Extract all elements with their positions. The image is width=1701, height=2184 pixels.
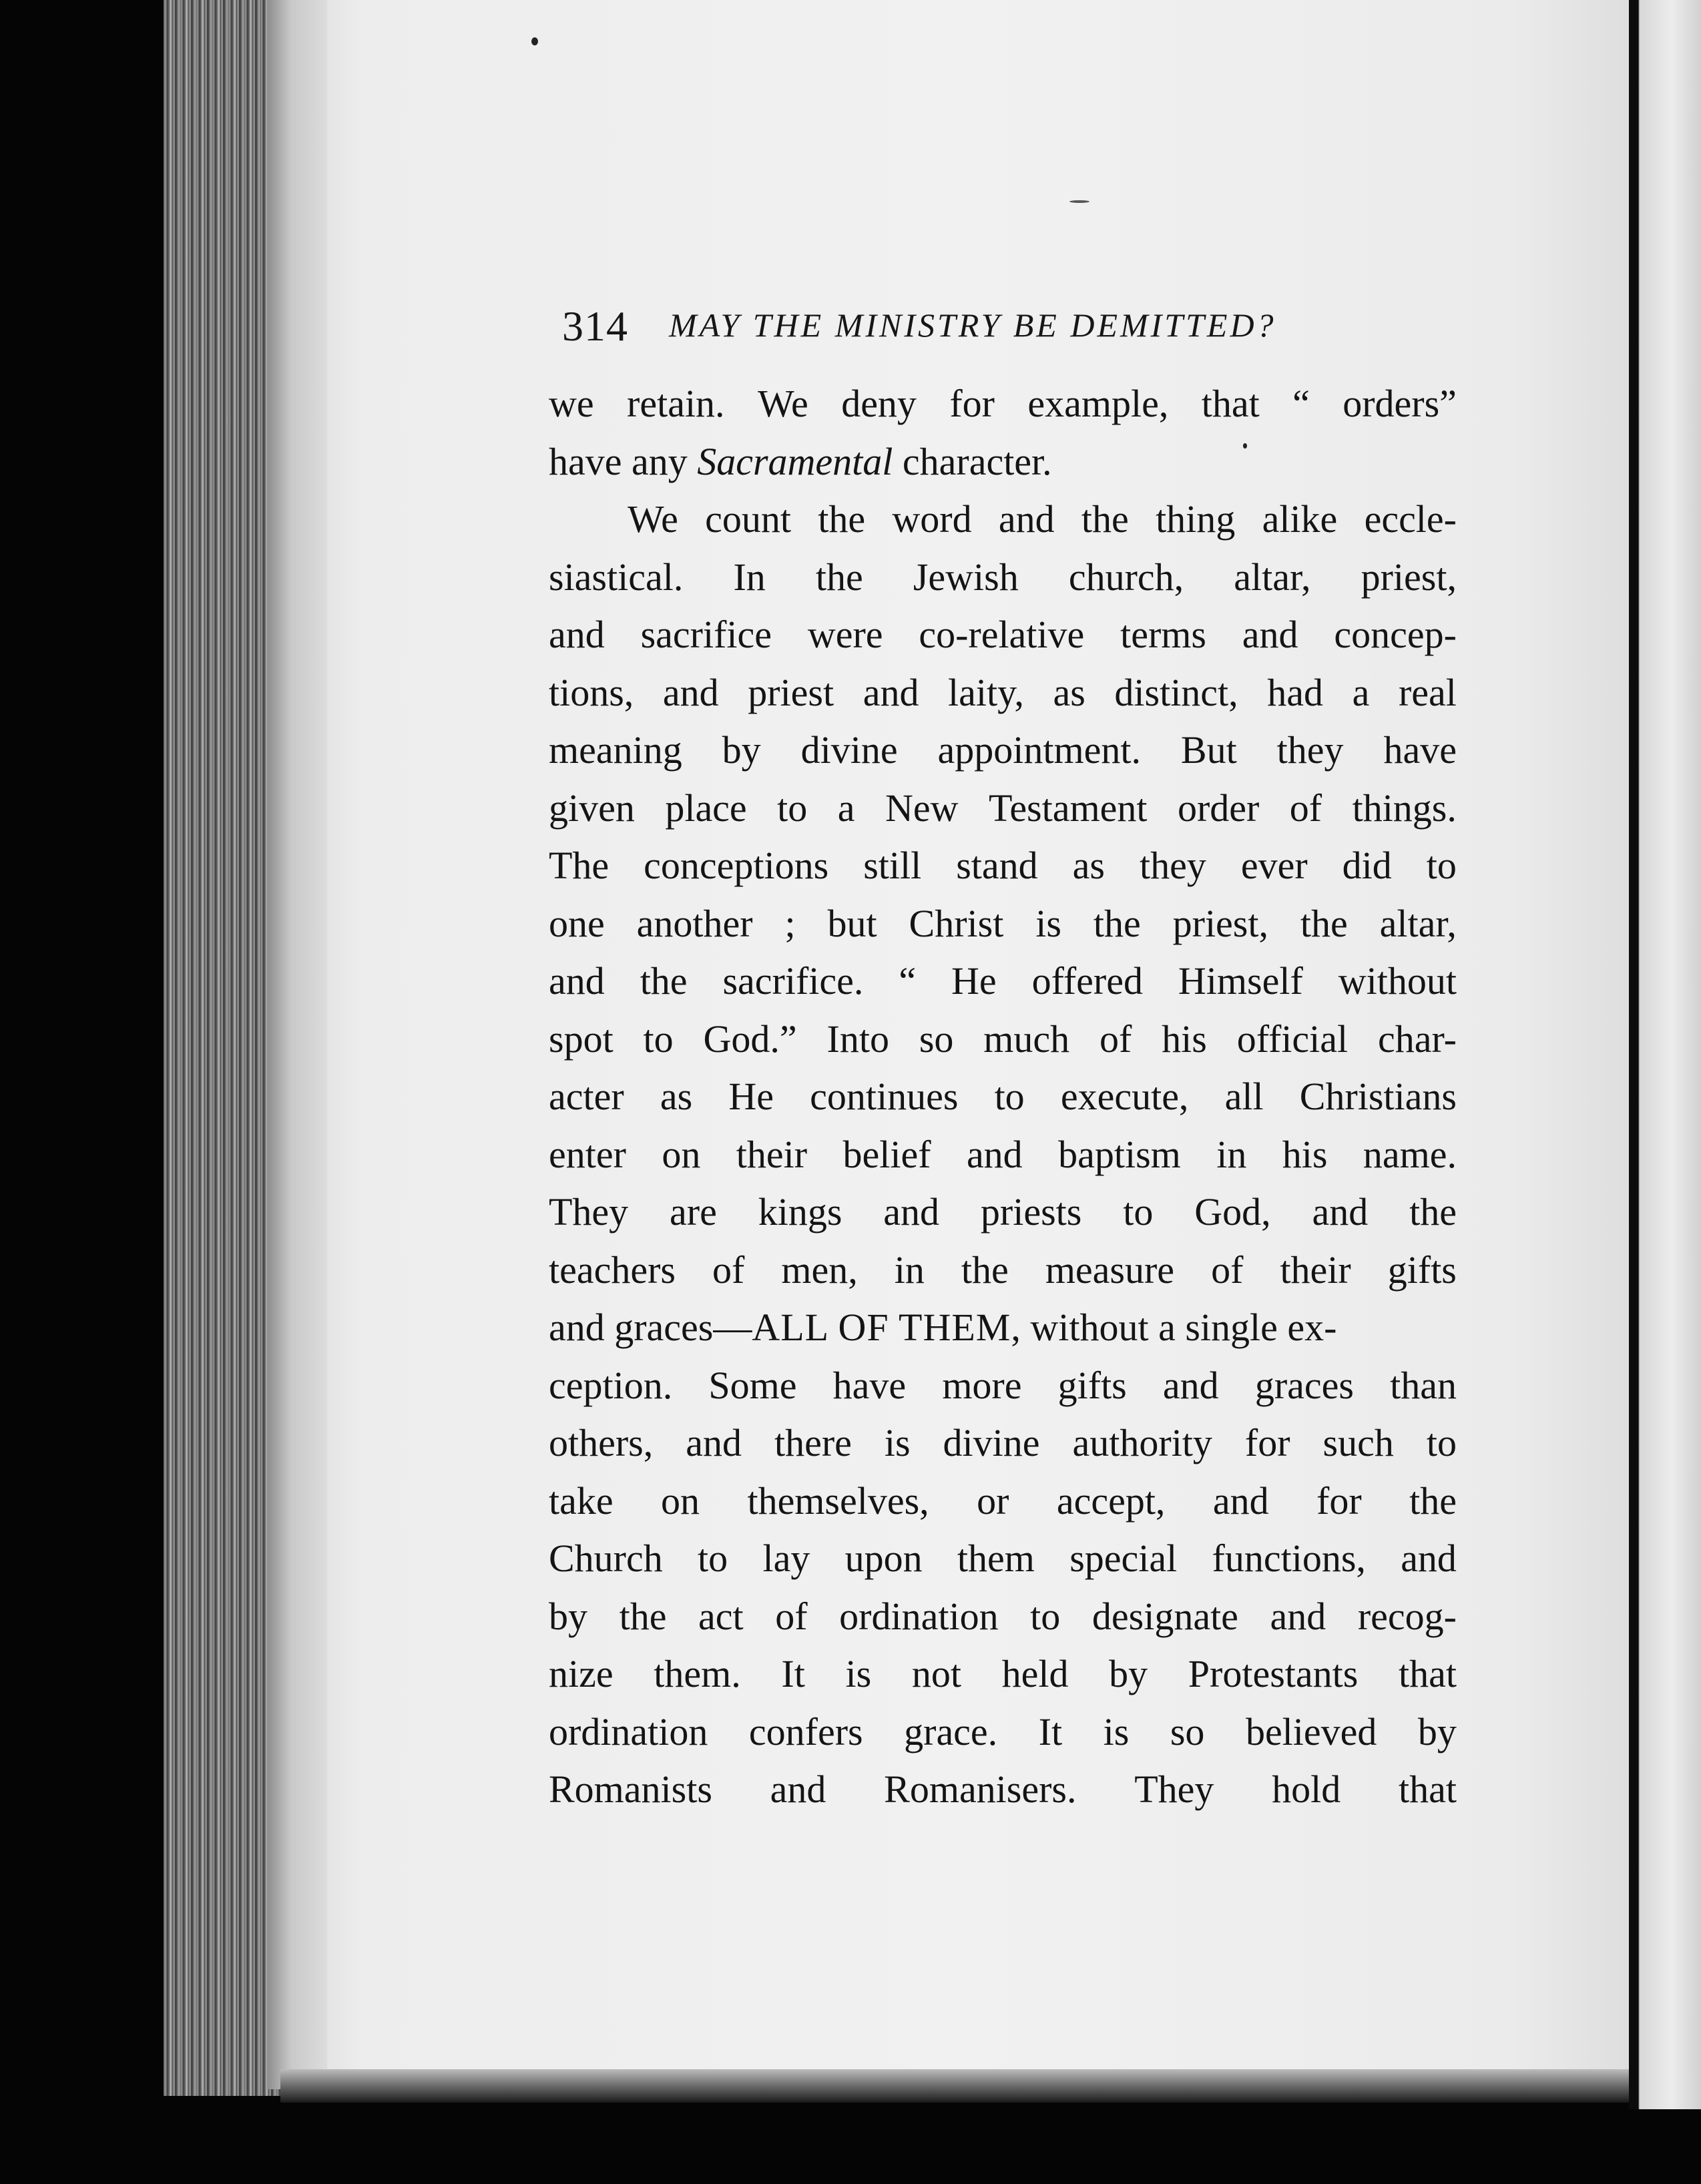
text-line: [549, 1126, 1457, 1184]
word: name.: [1363, 1132, 1457, 1176]
word: them.: [654, 1652, 741, 1695]
word: by: [549, 1594, 587, 1638]
word: ordination: [549, 1709, 708, 1753]
page-gutter: [267, 0, 327, 2089]
word: ception.: [549, 1363, 673, 1407]
word: Christ: [909, 901, 1004, 945]
word: such: [1322, 1421, 1394, 1464]
word: spot: [549, 1017, 614, 1061]
word: and: [1270, 1594, 1326, 1638]
text-line: have any Sacramental character.: [549, 433, 1457, 491]
text-line: [549, 1183, 1457, 1242]
word: New: [885, 786, 959, 830]
word: to: [698, 1537, 728, 1580]
word: take: [549, 1478, 614, 1523]
word: concep-: [1334, 613, 1457, 656]
word: the: [818, 497, 866, 541]
word: official: [1236, 1017, 1349, 1061]
word: Romanists: [549, 1767, 712, 1811]
word: the: [961, 1248, 1009, 1292]
word: divine: [943, 1421, 1040, 1464]
word: to: [1426, 1421, 1457, 1464]
word: men,: [781, 1248, 858, 1292]
text-line: [549, 606, 1457, 664]
word: and: [549, 613, 605, 656]
word: them: [957, 1537, 1035, 1580]
word: upon: [844, 1537, 923, 1580]
word: Jewish: [913, 555, 1019, 599]
word: execute,: [1060, 1075, 1189, 1118]
word: in: [894, 1248, 925, 1292]
word: have: [1383, 728, 1457, 772]
word: of: [712, 1248, 745, 1292]
word: priest,: [1361, 555, 1457, 599]
word: stand: [956, 844, 1038, 887]
word: authority: [1072, 1421, 1212, 1464]
word: than: [1390, 1363, 1457, 1407]
word: word: [892, 497, 972, 541]
word: thing: [1156, 497, 1236, 541]
text-line: [549, 952, 1457, 1011]
word: We: [757, 382, 808, 425]
word: and: [549, 959, 605, 1003]
word: had: [1267, 670, 1324, 714]
word: and: [966, 1132, 1023, 1176]
word: the: [1300, 901, 1348, 945]
italic-term: Sacramental: [697, 439, 893, 483]
word: that: [1201, 382, 1260, 425]
word: example,: [1027, 382, 1169, 425]
word: to: [1426, 844, 1457, 887]
text-line: [549, 1472, 1457, 1531]
word: were: [807, 613, 883, 656]
word: to: [777, 786, 808, 830]
text-line: and graces— ALL OF THEM , without a single ex-: [549, 1299, 1457, 1357]
word: priests: [980, 1190, 1082, 1234]
word: teachers: [549, 1248, 676, 1292]
text-line: [549, 780, 1457, 838]
word: orders”: [1343, 382, 1457, 425]
word: altar,: [1234, 555, 1311, 599]
word: belief: [842, 1132, 931, 1176]
word: as: [1072, 844, 1105, 887]
word: for: [949, 382, 995, 425]
word: graces: [1254, 1363, 1354, 1407]
word: sacrifice: [640, 613, 772, 656]
word: a: [1352, 670, 1370, 714]
word: It: [1038, 1709, 1063, 1753]
word: priest: [748, 670, 834, 714]
word: and: [1162, 1363, 1219, 1407]
word: retain.: [627, 382, 725, 425]
text-line: [549, 1530, 1457, 1588]
running-head: [562, 302, 1430, 348]
word: of: [775, 1594, 808, 1638]
word: Christians: [1299, 1075, 1457, 1118]
word: “: [1292, 382, 1310, 425]
word: tions,: [549, 670, 634, 714]
word: so: [919, 1017, 954, 1061]
word: deny: [841, 382, 917, 425]
word: without: [1338, 959, 1457, 1003]
word: special: [1069, 1537, 1178, 1580]
word: appointment.: [937, 728, 1141, 772]
word: The: [549, 844, 610, 887]
word: recog-: [1357, 1594, 1457, 1638]
word: Protestants: [1188, 1652, 1359, 1695]
word: still: [863, 844, 922, 887]
word: order: [1177, 786, 1260, 830]
word: of: [1099, 1017, 1132, 1061]
word: all: [1224, 1075, 1264, 1118]
text-line: [549, 1645, 1457, 1703]
word: the: [1081, 497, 1129, 541]
text-line: [549, 1357, 1457, 1415]
word: ever: [1240, 844, 1308, 887]
word: laity,: [948, 670, 1024, 714]
word: church,: [1068, 555, 1184, 599]
word: act: [698, 1594, 744, 1638]
word: Into: [826, 1017, 889, 1061]
word: and: [1312, 1190, 1369, 1234]
word: conceptions: [644, 844, 829, 887]
word: They: [549, 1190, 629, 1234]
word: Testament: [988, 786, 1148, 830]
word: lay: [762, 1537, 810, 1580]
word: and: [863, 670, 919, 714]
word: held: [1001, 1652, 1069, 1695]
word: the: [1093, 901, 1141, 945]
word: and: [998, 497, 1055, 541]
word: ;: [784, 901, 796, 945]
word: grace.: [904, 1709, 998, 1753]
word: given: [549, 786, 635, 830]
word: they: [1140, 844, 1206, 887]
word: real: [1398, 670, 1457, 714]
word: accept,: [1056, 1478, 1166, 1523]
word: of: [1211, 1248, 1244, 1292]
running-title: MAY THE MINISTRY BE DEMITTED?: [669, 306, 1276, 344]
word: continues: [810, 1075, 959, 1118]
word: We: [628, 497, 678, 541]
word: nize: [549, 1652, 614, 1695]
word: He: [951, 959, 997, 1003]
word: and: [1212, 1478, 1269, 1523]
word: priest,: [1172, 901, 1268, 945]
word: the: [815, 555, 863, 599]
word: for: [1244, 1421, 1290, 1464]
text-line: [549, 1588, 1457, 1646]
word: God,: [1194, 1190, 1271, 1234]
word: and: [1242, 613, 1298, 656]
page-fold-shadow: [1629, 0, 1638, 2109]
text-line: [549, 895, 1457, 953]
word: designate: [1091, 1594, 1238, 1638]
word: there: [774, 1421, 852, 1464]
word: the: [640, 959, 688, 1003]
word: baptism: [1058, 1132, 1181, 1176]
paragraph-first-line: [549, 491, 1457, 549]
page-bottom-edge: [280, 2069, 1649, 2103]
word: kings: [758, 1190, 842, 1234]
word: did: [1342, 844, 1392, 887]
word: confers: [748, 1709, 863, 1753]
text-line: [549, 837, 1457, 895]
word: divine: [800, 728, 898, 772]
word: for: [1316, 1478, 1362, 1523]
word: altar,: [1379, 901, 1457, 945]
word: In: [733, 555, 766, 599]
word: acter: [549, 1075, 624, 1118]
word: measure: [1045, 1248, 1175, 1292]
text-line: [549, 1703, 1457, 1761]
word: have: [832, 1363, 907, 1407]
word: char-: [1378, 1017, 1457, 1061]
text-line: [549, 1242, 1457, 1300]
word: and: [686, 1421, 742, 1464]
word: Himself: [1178, 959, 1303, 1003]
word: more: [942, 1363, 1022, 1407]
text-line: [549, 1761, 1457, 1819]
word: as: [1053, 670, 1085, 714]
word: meaning: [549, 728, 682, 772]
word: functions,: [1212, 1537, 1366, 1580]
word: Romanisers.: [884, 1767, 1077, 1811]
word: But: [1180, 728, 1237, 772]
word: or: [977, 1478, 1009, 1523]
text-line: [549, 375, 1457, 433]
word: they: [1276, 728, 1344, 772]
word: It: [781, 1652, 805, 1695]
text-line: [549, 722, 1457, 780]
word: in: [1216, 1132, 1247, 1176]
word: gifts: [1057, 1363, 1127, 1407]
word: the: [1409, 1190, 1457, 1234]
word: God.”: [703, 1017, 797, 1061]
word: others,: [549, 1421, 654, 1464]
word: but: [827, 901, 877, 945]
word: alike: [1262, 497, 1338, 541]
dust-speck: [1069, 200, 1089, 203]
word: ordination: [839, 1594, 999, 1638]
word: sacrifice.: [722, 959, 864, 1003]
word: themselves,: [747, 1478, 929, 1523]
text-line: [549, 1414, 1457, 1472]
word: his: [1162, 1017, 1207, 1061]
text-line: [549, 664, 1457, 722]
body-text: [549, 375, 1457, 1819]
word: much: [983, 1017, 1070, 1061]
word: the: [619, 1594, 667, 1638]
word: by: [1417, 1709, 1457, 1753]
word: Church: [549, 1537, 663, 1580]
word: Some: [708, 1363, 797, 1407]
text-line: [549, 549, 1457, 607]
word: a: [837, 786, 855, 830]
word: not: [911, 1652, 961, 1695]
dust-speck: [531, 37, 538, 45]
word: and: [770, 1767, 826, 1811]
word: and: [1401, 1537, 1457, 1580]
text-line: [549, 1068, 1457, 1126]
small-caps-emphasis: ALL OF THEM: [752, 1306, 1011, 1349]
word: the: [1409, 1478, 1457, 1523]
word: is: [1035, 901, 1061, 945]
word: so: [1170, 1709, 1205, 1753]
word: on: [661, 1478, 700, 1523]
word: of: [1289, 786, 1322, 830]
word: that: [1399, 1767, 1457, 1811]
word: enter: [549, 1132, 626, 1176]
text-line: [549, 1011, 1457, 1069]
word: siastical.: [549, 555, 684, 599]
word: is: [1103, 1709, 1130, 1753]
word: to: [994, 1075, 1025, 1118]
word: to: [643, 1017, 674, 1061]
word: and: [662, 670, 719, 714]
word: is: [884, 1421, 911, 1464]
word: and: [883, 1190, 940, 1234]
word: They: [1134, 1767, 1214, 1811]
page-number: 314: [562, 302, 628, 350]
word: on: [662, 1132, 701, 1176]
word: co-relative: [919, 613, 1085, 656]
word: we: [549, 382, 594, 425]
word: to: [1030, 1594, 1061, 1638]
word: one: [549, 901, 605, 945]
word: another: [636, 901, 753, 945]
word: as: [660, 1075, 693, 1118]
word: gifts: [1387, 1248, 1457, 1292]
word: are: [670, 1190, 717, 1234]
word: “: [899, 959, 917, 1003]
word: distinct,: [1114, 670, 1238, 714]
adjacent-page-edge: [1629, 0, 1701, 2109]
word: count: [705, 497, 791, 541]
word: hold: [1272, 1767, 1341, 1811]
word: believed: [1245, 1709, 1377, 1753]
word: is: [845, 1652, 872, 1695]
word: things.: [1352, 786, 1457, 830]
word: to: [1123, 1190, 1154, 1234]
word: his: [1282, 1132, 1328, 1176]
word: place: [665, 786, 747, 830]
word: that: [1399, 1652, 1457, 1695]
word: their: [736, 1132, 808, 1176]
word: eccle-: [1364, 497, 1457, 541]
word: He: [728, 1075, 774, 1118]
word: terms: [1120, 613, 1206, 656]
word: by: [1109, 1652, 1148, 1695]
word: their: [1280, 1248, 1351, 1292]
word: offered: [1031, 959, 1143, 1003]
word: by: [722, 728, 761, 772]
